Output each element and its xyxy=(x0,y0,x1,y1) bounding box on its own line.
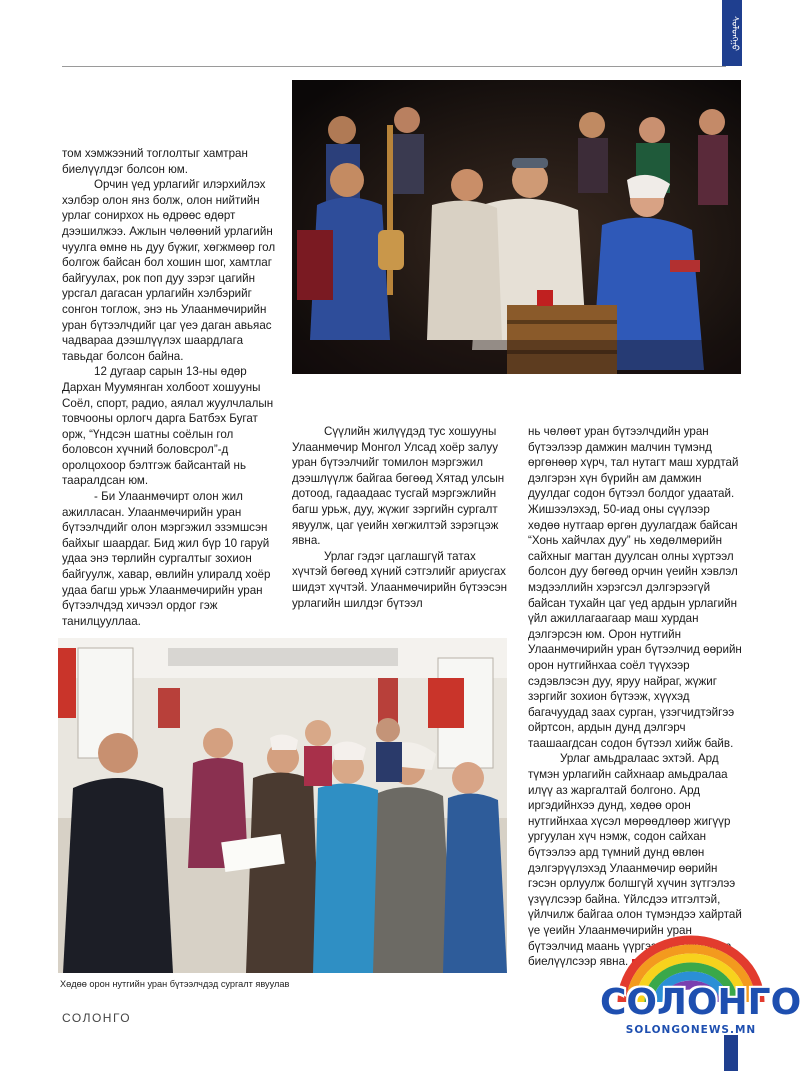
col1-paragraph-4: - Би Улаанмөчирт олон жил ажилласан. Улаанмөчирийн уран бүтээлчдийг олон мэргэжил эзэмшсэн байхыг шаардаг. Бид жил бүр 10 гаруй удаа энэ төрлийн сургалтыг зохион байгуулж, хавар, өвлийн улиралд хоёр удаа багш урьж Улаанмөчирийн уран бүтээлчдэд хичээл ордог гэж танилцууллаа. xyxy=(62,490,271,628)
article-column-1 xyxy=(62,146,280,629)
col3-paragraph-1: нь чөлөөт уран бүтээлчдийн уран бүтээлээр дамжин малчин түмэнд өргөнөөр хүрч, тал нутагт маш хурдтай дэлгэрэн хүн бүрийн ам дамжин дуулдаг содон бүтээл болдог удаатай. Жишээлэхэд, 50-иад оны сүүлээр хөдөө нутгаар өргөн дуулагдаж байсан “Хонь хайчлах дуу” нь хөдөлмөрийн сайхныг магтан дуулсан олны хүртээл болсон дуу бөгөөд орчин үеийн хэвлэл мэдээллийн хэрэгсэл дэлгэрээгүй байсан тухайн цаг үед ардын урлагийн үйл ажиллагаагаар маш хурдан дэлгэрсэн юм. Орон нутгийн Улаанмөчирийн уран бүтээлчид өөрийн орон нутгийнхаа соёл түүхээр сэдэвлэсэн дуу, яруу найраг, жүжиг зэргийг зохион бүтээж, хүүхэд багачуудад заах сурган, үзэгчидтэйгээ ойртсон, ардын дунд дэлгэрч таашаагдсан содон бүтээл хийж байв. xyxy=(528,425,742,750)
photo-musicians xyxy=(292,80,741,374)
header-rule xyxy=(62,66,726,67)
solongo-logo xyxy=(600,930,802,1050)
col1-paragraph-2: Орчин үед урлагийг илэрхийлэх хэлбэр олон янз болж, олон нийтийн урлаг сонирхох нь өдрөөс өдөрт дээшилжээ. Ажлын чөлөөний урлагийн чуулга өмнө нь дуу бүжиг, хөгжмөөр гол болгож байсан бол хошин шог, хамтлаг байгуулах, рок поп дуу зэрэг цагийн урсгал дагасан урлагийн хэлбэрийг сонгон тоглож, энэ нь Улаанмөчирийн уран бүтээлчдийг цаг үеэ даган авьяас чадвараа дээшлүүлэх шаардлага тавьдаг болсон байна. xyxy=(62,178,276,363)
logo-wordmark: СОЛОНГО xyxy=(600,982,802,1023)
footer-magazine-name: СОЛОНГО xyxy=(62,1011,132,1025)
side-tab-label: ᠰᠣᠯᠣᠩᠭᠣ xyxy=(729,15,739,51)
photo-training-session xyxy=(58,638,507,973)
col2-paragraph-1: Сүүлийн жилүүдэд тус хошууны Улаанмөчир Монгол Улсад хоёр залуу уран бүтээлчийг томилон мэргэжил дээшлүүлж байгаа бөгөөд Хятад улсын дотоод, гадаадаас тусгай мэргэжлийн багш урьж, дуу, жүжиг зэргийн сургалт явуулж, цаг үеийн хөгжилтэй зэрэгцэж явна. xyxy=(292,425,505,548)
article-column-2 xyxy=(292,424,512,611)
col1-paragraph-3: 12 дугаар сарын 13-ны өдөр Дархан Муумянган холбоот хошууны Соёл, спорт, радио, аялал жуулчлалын товчооны орлогч дарга Батбэх Бугат орж, “Үндсэн шатны соёлын гол боловсон хүчний боловсрол”-д оролцохоор бэлтгэж байсантай нь таарaлдсан юм. xyxy=(62,365,274,488)
col2-paragraph-2: Урлаг гэдэг цаглашгүй татах хүчтэй бөгөөд хүний сэтгэлийг ариусгах шидэт хүчтэй. Улаанмөчирийн бүтээсэн урлагийн шилдэг бүтээл xyxy=(292,549,508,610)
col1-paragraph-1: том хэмжээний тоглолтыг хамтран биелүүлдэг болсон юм. xyxy=(62,147,248,176)
logo-url: SOLONGONEWS.MN xyxy=(625,1024,757,1036)
article-column-3 xyxy=(528,424,744,970)
col3-paragraph-2-text: Урлаг амьдралаас эхтэй. Ард түмэн урлагийн сайхнаар амьдралаа илүү аз жаргалтай болгоно. Ард иргэдийнхээ дунд, хөдөө орон нутгийнхаа хүсэл мөрөөдлөөр жигүүр ургуулан хүч нэмж, содон сайхан бүтээлээ ард түмний дунд өвлөн дэлгэрүүлэхэд Улаанмөчир өөрийн гэсэн орлуулж болшгүй хүчин зүтгэлээ үзүүлсээр байна. Үйлсдээ итгэлтэй, үйлчилж байгаа олон түмэндээ хайртай үе үеийн Улаанмөчирийн уран бүтээлчид маань үүргээ чин үнэнчээр биелүүлсээр явна. xyxy=(528,752,742,969)
section-side-tab xyxy=(722,0,742,66)
photo-caption: Хөдөө орон нутгийн уран бүтээлчдэд сургалт явуулав xyxy=(60,979,290,989)
